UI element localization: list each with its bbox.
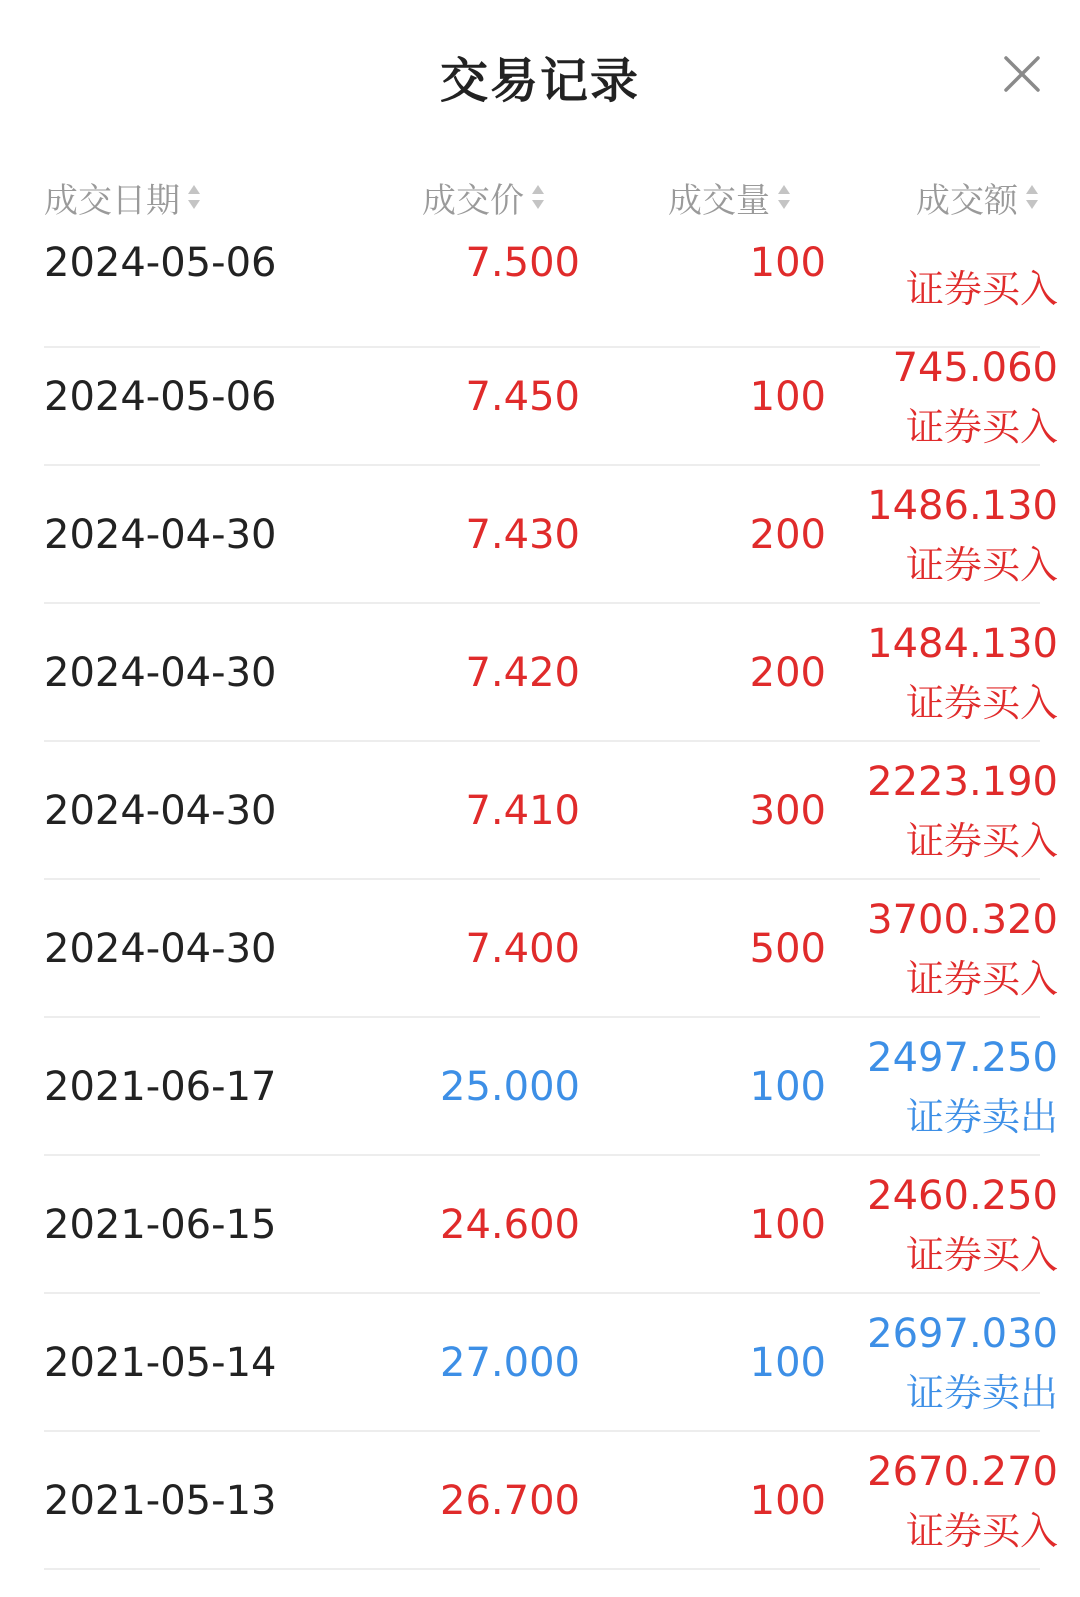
row-divider xyxy=(44,1568,1040,1570)
table-row[interactable] xyxy=(44,1154,1058,1294)
trade-date: 2021-06-15 xyxy=(44,1202,277,1248)
close-button[interactable] xyxy=(1000,52,1044,96)
trade-type: 证券卖出 xyxy=(905,1095,1058,1139)
trade-quantity: 100 xyxy=(749,374,826,420)
trade-quantity: 100 xyxy=(749,1202,826,1248)
column-header-amount[interactable] xyxy=(916,172,1040,222)
trade-amount: 3700.320 xyxy=(867,897,1058,943)
trade-date: 2021-05-14 xyxy=(44,1340,277,1386)
trade-amount: 2460.250 xyxy=(867,1173,1058,1219)
trade-price: 24.600 xyxy=(440,1202,580,1248)
trade-amount: 2670.270 xyxy=(867,1449,1058,1495)
column-header-label: 成交量 xyxy=(668,180,770,221)
trade-quantity: 300 xyxy=(749,788,826,834)
close-icon xyxy=(1000,52,1044,96)
column-header-date[interactable] xyxy=(44,172,202,222)
trade-type: 证券买入 xyxy=(905,681,1058,725)
table-row[interactable] xyxy=(44,1292,1058,1432)
dialog-title: 交易记录 xyxy=(439,53,640,109)
sort-icon xyxy=(530,181,546,213)
trade-date: 2024-05-06 xyxy=(44,374,277,420)
column-header-price[interactable] xyxy=(422,172,546,222)
trade-price: 27.000 xyxy=(440,1340,580,1386)
sort-icon xyxy=(186,181,202,213)
trade-price: 7.500 xyxy=(465,240,580,286)
trade-price: 7.400 xyxy=(465,926,580,972)
trade-price: 25.000 xyxy=(440,1064,580,1110)
trade-amount: 1486.130 xyxy=(867,483,1058,529)
trade-price: 7.420 xyxy=(465,650,580,696)
table-row[interactable] xyxy=(44,464,1058,604)
trade-quantity: 100 xyxy=(749,1478,826,1524)
column-header-label: 成交额 xyxy=(916,180,1018,221)
sort-icon xyxy=(1024,181,1040,213)
trade-date: 2024-04-30 xyxy=(44,926,277,972)
trade-quantity: 100 xyxy=(749,1340,826,1386)
trade-date: 2024-05-06 xyxy=(44,240,277,286)
trade-price: 7.450 xyxy=(465,374,580,420)
trade-date: 2021-06-17 xyxy=(44,1064,277,1110)
table-row[interactable] xyxy=(44,1430,1058,1570)
trade-type: 证券买入 xyxy=(905,267,1058,311)
table-row[interactable] xyxy=(44,878,1058,1018)
trade-quantity: 200 xyxy=(749,650,826,696)
trade-type: 证券买入 xyxy=(905,405,1058,449)
trade-amount: 2697.030 xyxy=(867,1311,1058,1357)
trade-amount: 745.060 xyxy=(892,345,1058,391)
trade-quantity: 100 xyxy=(749,1064,826,1110)
trade-record-list[interactable] xyxy=(0,236,1080,1597)
trade-quantity: 200 xyxy=(749,512,826,558)
trade-price: 26.700 xyxy=(440,1478,580,1524)
trade-amount: 1484.130 xyxy=(867,621,1058,667)
trade-date: 2024-04-30 xyxy=(44,512,277,558)
trade-amount: 2497.250 xyxy=(867,1035,1058,1081)
trade-date: 2021-05-13 xyxy=(44,1478,277,1524)
trade-price: 7.430 xyxy=(465,512,580,558)
sort-icon xyxy=(776,181,792,213)
trade-type: 证券卖出 xyxy=(905,1371,1058,1415)
trade-type: 证券买入 xyxy=(905,957,1058,1001)
trade-type: 证券买入 xyxy=(905,819,1058,863)
column-header-quantity[interactable] xyxy=(668,172,792,222)
column-header-label: 成交日期 xyxy=(44,180,180,221)
table-row[interactable] xyxy=(44,326,1058,466)
trade-date: 2024-04-30 xyxy=(44,650,277,696)
table-row[interactable] xyxy=(44,602,1058,742)
trade-quantity: 500 xyxy=(749,926,826,972)
trade-type: 证券买入 xyxy=(905,543,1058,587)
trade-type: 证券买入 xyxy=(905,1233,1058,1277)
trade-type: 证券买入 xyxy=(905,1509,1058,1553)
trade-price: 7.410 xyxy=(465,788,580,834)
table-row[interactable] xyxy=(44,1016,1058,1156)
table-row[interactable] xyxy=(44,740,1058,880)
sheet-header xyxy=(0,0,1080,150)
column-header-label: 成交价 xyxy=(422,180,524,221)
trade-quantity: 100 xyxy=(749,240,826,286)
trade-amount: 2223.190 xyxy=(867,759,1058,805)
trade-date: 2024-04-30 xyxy=(44,788,277,834)
